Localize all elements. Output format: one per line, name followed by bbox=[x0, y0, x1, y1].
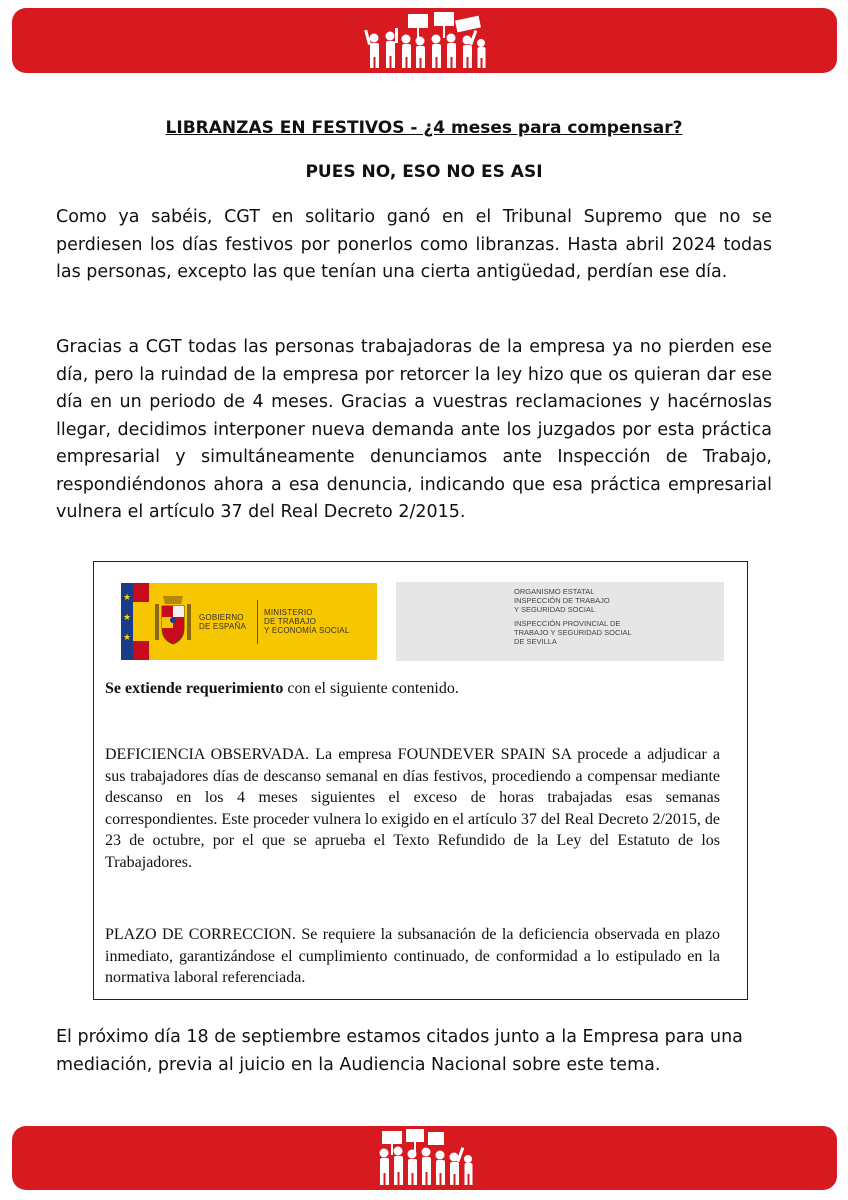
spain-eu-flag-icon: ★ ★ ★ bbox=[121, 583, 149, 660]
paragraph-gracias: Gracias a CGT todas las personas trabajadoras de la empresa ya no pierden ese día, pero la ruindad de la empresa por retorcer la ley hizo que os quieran dar ese día en un periodo de 4 meses. Gracias a vuestras reclamaciones y hacérnoslas llegar, decidimos interponer nueva demanda ante los juzgados por esta práctica empresarial y simultáneamente denunciamos ante Inspección de Trabajo, respondiéndonos ahora a esa denuncia, indicando que esa práctica empresarial vulnera el artículo 37 del Real Decreto 2/2015. bbox=[56, 337, 772, 522]
page-title: LIBRANZAS EN FESTIVOS - ¿4 meses para compensar? bbox=[165, 118, 683, 138]
footer-banner bbox=[12, 1126, 837, 1190]
gobierno-logo bbox=[121, 583, 377, 660]
gobierno-label: GOBIERNO DE ESPAÑA bbox=[199, 612, 246, 631]
requerimiento-line: Se extiende requerimiento con el siguiente contenido. bbox=[105, 680, 459, 697]
deficiencia-text: DEFICIENCIA OBSERVADA. La empresa FOUNDEVER SPAIN SA procede a adjudicar a sus trabajadores días de descanso semanal en días festivos, procediendo a compensar mediante descanso en los 4 meses siguientes el exceso de horas trabajadas esas semanas correspondientes. Este proceder vulnera lo exigido en el artículo 37 del Real Decreto 2/2015, de 23 de octubre, por el que se aprueba el Texto Refundido de la Ley del Estatuto de los Trabajadores. bbox=[105, 746, 720, 871]
paragraph-mediacion: El próximo día 18 de septiembre estamos citados junto a la Empresa para una mediación, previa al juicio en la Audiencia Nacional sobre este tema. bbox=[56, 1027, 743, 1075]
paragraph-intro: Como ya sabéis, CGT en solitario ganó en el Tribunal Supremo que no se perdiesen los días festivos por ponerlos como libranzas. Hasta abril 2024 todas las personas, excepto las que tenían una cierta antigüedad, perdían ese día. bbox=[56, 207, 772, 282]
inspeccion-provincial-label: INSPECCIÓN PROVINCIAL DE TRABAJO Y SEGURIDAD SOCIAL DE SEVILLA bbox=[514, 619, 632, 646]
organismo-label: ORGANISMO ESTATAL INSPECCIÓN DE TRABAJO Y SEGURIDAD SOCIAL bbox=[514, 587, 610, 614]
inspeccion-header bbox=[396, 582, 724, 661]
plazo-text: PLAZO DE CORRECCION. Se requiere la subsanación de la deficiencia observada en plazo inmediato, garantizándose el cumplimiento continuado, de conformidad a lo estipulado en la normativa laboral referenciada. bbox=[105, 926, 720, 987]
page-subtitle: PUES NO, ESO NO ES ASI bbox=[305, 162, 543, 182]
header-banner bbox=[12, 8, 837, 73]
ministerio-label: MINISTERIO DE TRABAJO Y ECONOMÍA SOCIAL bbox=[264, 608, 350, 635]
protest-crowd-icon bbox=[360, 12, 490, 70]
protest-crowd-icon bbox=[360, 1129, 490, 1187]
inspection-document-image bbox=[93, 561, 748, 1000]
coat-of-arms-icon bbox=[151, 592, 195, 652]
